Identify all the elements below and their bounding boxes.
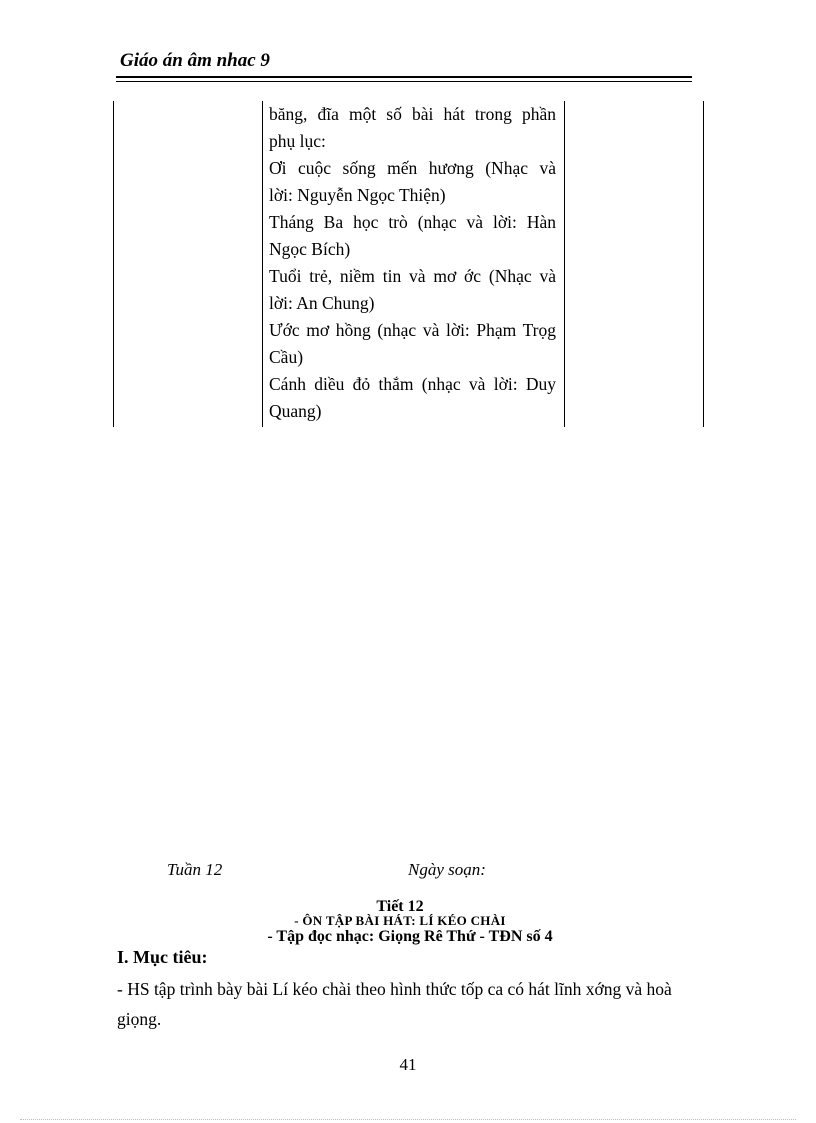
cell-line: Ước mơ hồng (nhạc và lời: Phạm Trọg <box>269 320 556 340</box>
page-header-title: Giáo án âm nhac 9 <box>120 50 270 71</box>
page-bottom-rule <box>20 1119 796 1120</box>
header-rule-thin <box>116 81 692 82</box>
cell-line: băng, đĩa một số bài hát trong phần <box>269 104 556 124</box>
lesson-topic-1: - ÔN TẬP BÀI HÁT: LÍ KÉO CHÀI <box>294 913 506 928</box>
objectives-heading: I. Mục tiêu: <box>117 947 208 967</box>
header-rule-thick <box>116 76 692 78</box>
cell-line: Tháng Ba học trò (nhạc và lời: Hàn <box>269 212 556 232</box>
cell-line: lời: Nguyễn Ngọc Thiện) <box>269 185 446 205</box>
table-border-left <box>113 101 114 427</box>
page-number: 41 <box>399 1055 417 1074</box>
cell-line: Quang) <box>269 401 322 421</box>
objective-paragraph: - HS tập trình bày bài Lí kéo chài theo hình thức tốp ca có hát lĩnh xớng và hoà giọng. <box>117 979 672 1029</box>
lesson-week: Tuần 12 <box>167 860 223 879</box>
lesson-topic-2: - Tập đọc nhạc: Giọng Rê Thứ - TĐN số 4 <box>267 928 553 945</box>
cell-line: Ngọc Bích) <box>269 239 351 259</box>
table-border-col2-left <box>262 101 263 427</box>
cell-line: phụ lục: <box>269 131 326 151</box>
cell-line: lời: An Chung) <box>269 293 375 313</box>
lesson-period-title: Tiết 12 <box>376 898 424 915</box>
table-border-right <box>703 101 704 427</box>
cell-line: Cầu) <box>269 347 304 367</box>
cell-line: Cánh diều đỏ thắm (nhạc và lời: Duy <box>269 374 556 394</box>
cell-line: Tuổi trẻ, niềm tin và mơ ớc (Nhạc và <box>269 266 556 286</box>
table-border-col2-right <box>564 101 565 427</box>
table-cell-materials <box>269 101 556 425</box>
cell-line: Ơi cuộc sống mến hương (Nhạc và <box>269 158 556 178</box>
lesson-date-label: Ngày soạn: <box>408 860 486 879</box>
